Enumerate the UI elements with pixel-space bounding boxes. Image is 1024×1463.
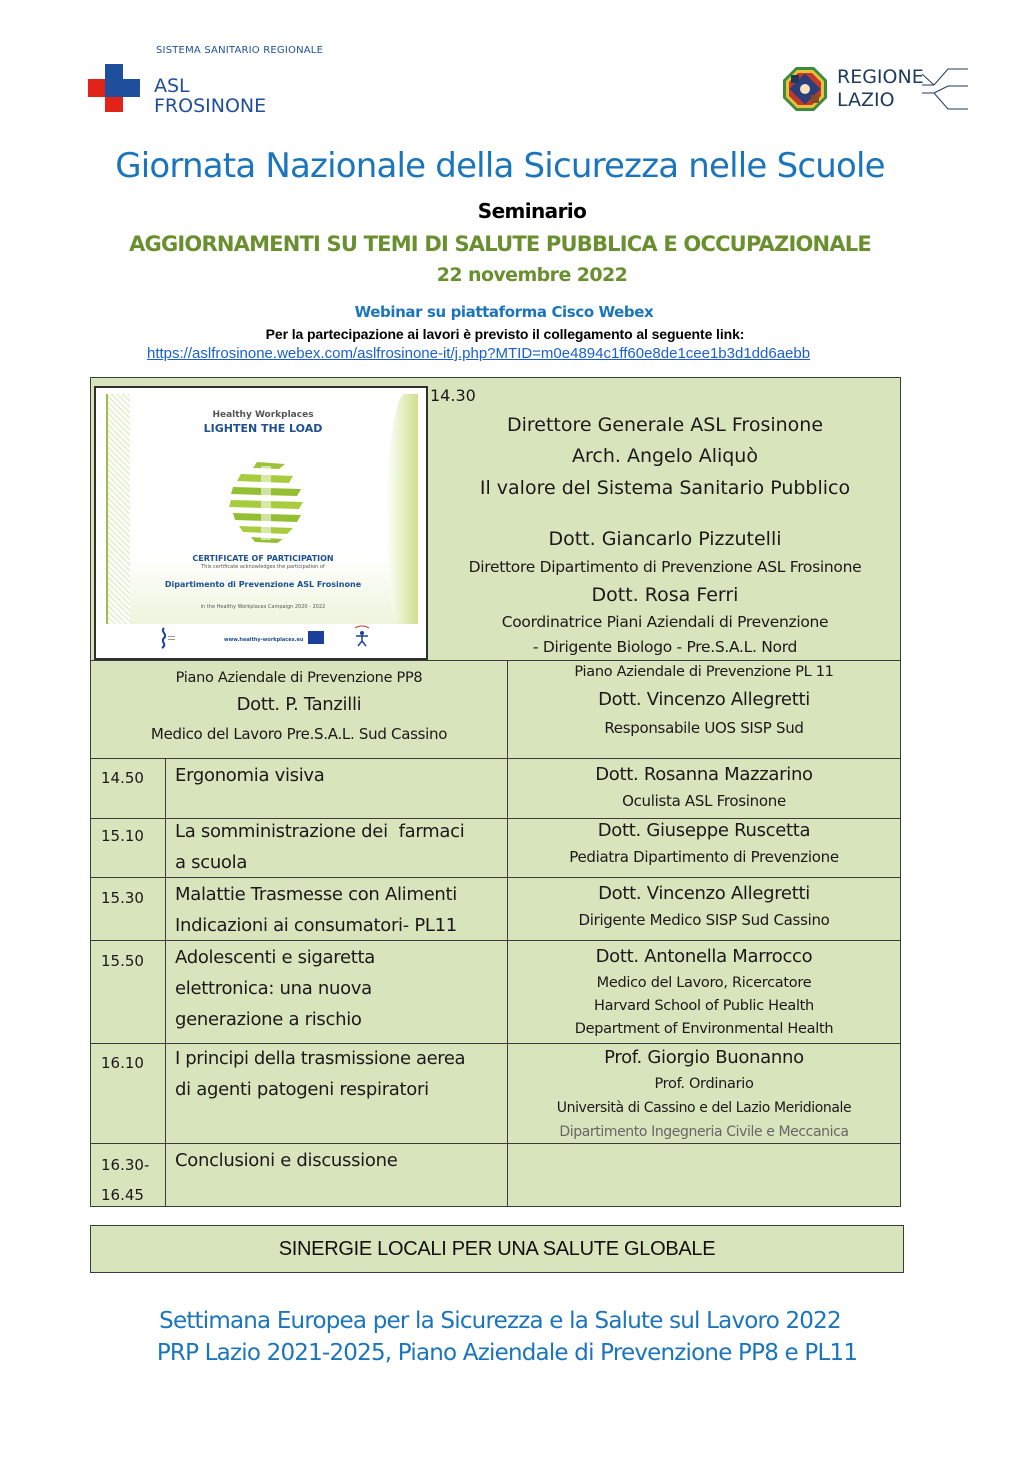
- lazio-emblem-icon: [782, 66, 828, 112]
- certificate-campaign: in the Healthy Workplaces Campaign 2020 - 2022: [200, 604, 326, 610]
- speaker-role: Coordinatrice Piani Aziendali di Prevenzione: [501, 613, 829, 631]
- session-time: 14.50: [101, 769, 144, 787]
- lazio-decorative-lines-icon: [922, 64, 970, 114]
- page-title: Giornata Nazionale della Sicurezza nelle Scuole: [115, 146, 885, 186]
- healthy-workplaces-logo-icon: [351, 624, 373, 650]
- session-speaker-role: Pediatra Dipartimento di Prevenzione: [569, 848, 839, 866]
- session-title: Ergonomia visiva: [175, 765, 325, 786]
- speaker-role: Direttore Dipartimento di Prevenzione ASL Frosinone: [468, 558, 862, 576]
- session-speaker-role: Dirigente Medico SISP Sud Cassino: [578, 911, 830, 929]
- participation-note: Per la partecipazione ai lavori è previsto il collegamento al seguente link:: [265, 326, 745, 342]
- opening-line-1: Direttore Generale ASL Frosinone: [506, 414, 824, 436]
- session-time-end: 16.45: [101, 1186, 144, 1204]
- session-speaker: Dott. Rosanna Mazzarino: [595, 764, 813, 785]
- certificate-recipient: Dipartimento di Prevenzione ASL Frosinone: [164, 580, 362, 589]
- session-title: Conclusioni e discussione: [175, 1150, 398, 1171]
- session-speaker: Prof. Giorgio Buonanno: [604, 1047, 804, 1068]
- webex-link[interactable]: https://aslfrosinone.webex.com/aslfrosinone-it/j.php?MTID=m0e4894c1ff60e8de1cee1b3d1dd6aebb: [147, 345, 811, 362]
- webinar-platform: Webinar su piattaforma Cisco Webex: [354, 303, 654, 321]
- certificate-kicker: Healthy Workplaces: [212, 410, 314, 420]
- plan-speaker-role: Responsabile UOS SISP Sud: [604, 719, 804, 737]
- certificate-acknowledgement: This certificate acknowledges the participation of: [201, 564, 325, 570]
- session-speaker: Dott. Antonella Marrocco: [595, 946, 813, 967]
- plan-label: Piano Aziendale di Prevenzione PL 11: [574, 664, 834, 680]
- footer-line-2: PRP Lazio 2021-2025, Piano Aziendale di Prevenzione PP8 e PL11: [156, 1340, 858, 1366]
- session-title: I principi della trasmissione aerea: [175, 1048, 466, 1069]
- certificate-heading: CERTIFICATE OF PARTICIPATION: [192, 554, 334, 563]
- session-title: di agenti patogeni respiratori: [175, 1079, 429, 1100]
- session-title: elettronica: una nuova: [175, 978, 372, 999]
- opening-line-2: Arch. Angelo Aliquò: [572, 445, 758, 467]
- seminar-topic: AGGIORNAMENTI SU TEMI DI SALUTE PUBBLICA E OCCUPAZIONALE: [129, 232, 871, 256]
- session-speaker-role: Department of Environmental Health: [574, 1021, 834, 1037]
- program-table: [90, 377, 901, 1207]
- certificate-image: [94, 386, 428, 660]
- opening-line-3: Il valore del Sistema Sanitario Pubblico: [479, 477, 851, 499]
- regione-lazio-logo: [782, 64, 972, 114]
- session-time: 15.10: [101, 827, 144, 845]
- session-time: 15.50: [101, 952, 144, 970]
- opening-time: 14.30: [430, 386, 476, 405]
- slogan-text: SINERGIE LOCALI PER UNA SALUTE GLOBALE: [278, 1238, 716, 1260]
- session-title: Adolescenti e sigaretta: [175, 947, 376, 968]
- ribbon-globe-icon: [227, 456, 307, 546]
- session-title: generazione a rischio: [175, 1009, 362, 1030]
- asl-logo-line2: FROSINONE: [154, 95, 267, 117]
- eu-osha-logo-icon: [154, 626, 176, 650]
- lazio-logo-line2: LAZIO: [837, 89, 895, 111]
- session-time-start: 16.30-: [101, 1156, 150, 1174]
- eu-flag-icon: [308, 631, 324, 644]
- seminar-label: Seminario: [477, 199, 587, 223]
- lazio-logo-line1: REGIONE: [837, 66, 924, 88]
- asl-logo-line1: ASL: [154, 75, 190, 97]
- session-speaker-role: Harvard School of Public Health: [594, 998, 814, 1014]
- footer-line-1: Settimana Europea per la Sicurezza e la Salute sul Lavoro 2022: [159, 1308, 841, 1334]
- session-time: 15.30: [101, 889, 144, 907]
- asl-frosinone-logo: [88, 44, 348, 117]
- session-title: Indicazioni ai consumatori- PL11: [175, 915, 457, 936]
- plan-speaker-name: Dott. P. Tanzilli: [236, 694, 362, 715]
- session-time: 16.10: [101, 1054, 144, 1072]
- session-speaker-role: Prof. Ordinario: [654, 1076, 754, 1092]
- session-speaker-role: Dipartimento Ingegneria Civile e Meccanica: [559, 1124, 849, 1140]
- session-speaker-role: Medico del Lavoro, Ricercatore: [596, 975, 812, 991]
- plan-label: Piano Aziendale di Prevenzione PP8: [175, 670, 423, 686]
- session-title: Malattie Trasmesse con Alimenti: [175, 884, 457, 905]
- session-speaker-role: Oculista ASL Frosinone: [622, 792, 786, 810]
- asl-logo-subtitle: SISTEMA SANITARIO REGIONALE: [156, 45, 324, 56]
- slogan-box: [90, 1225, 904, 1273]
- plan-speaker-role: Medico del Lavoro Pre.S.A.L. Sud Cassino: [150, 725, 448, 743]
- red-blue-cross-icon: [88, 64, 140, 112]
- speaker-name: Dott. Rosa Ferri: [591, 584, 739, 606]
- certificate-url: www.healthy-workplaces.eu: [224, 637, 304, 643]
- session-speaker-role: Università di Cassino e del Lazio Meridionale: [556, 1100, 852, 1116]
- speaker-role: - Dirigente Biologo - Pre.S.A.L. Nord: [532, 638, 798, 656]
- session-title: La somministrazione dei farmaci: [175, 821, 465, 842]
- session-speaker: Dott. Vincenzo Allegretti: [598, 883, 810, 904]
- event-date: 22 novembre 2022: [436, 264, 628, 286]
- speaker-name: Dott. Giancarlo Pizzutelli: [548, 528, 782, 550]
- plan-speaker-name: Dott. Vincenzo Allegretti: [598, 689, 810, 710]
- session-title: a scuola: [175, 852, 248, 873]
- certificate-title: LIGHTEN THE LOAD: [203, 422, 323, 435]
- session-speaker: Dott. Giuseppe Ruscetta: [597, 820, 811, 841]
